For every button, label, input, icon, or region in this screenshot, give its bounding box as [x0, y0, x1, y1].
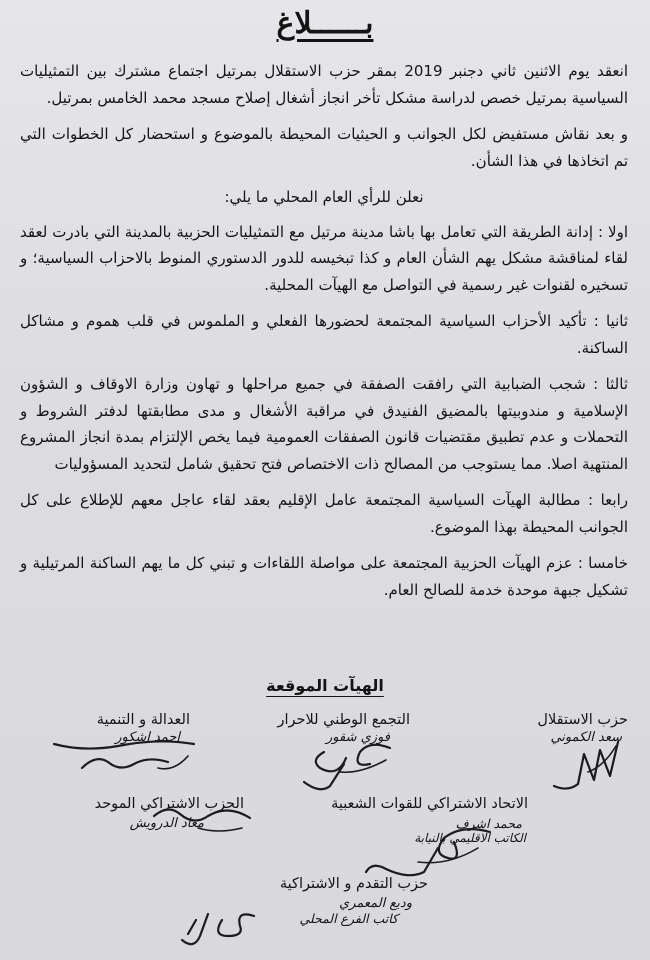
signature-scribble-icon	[48, 732, 198, 778]
signatories-heading: الهيآت الموقعة	[266, 676, 384, 695]
point-2: ثانيا : تأكيد الأحزاب السياسية المجتمعة لحضورها الفعلي و الملموس في قلب هموم و مشاكل الساكنة.	[20, 312, 628, 357]
signatory-usfp	[331, 796, 528, 845]
announcement-line: نعلن للرأي العام المحلي ما يلي:	[224, 188, 424, 206]
party-name: حزب الاستقلال	[537, 712, 628, 728]
party-name: الاتحاد الاشتراكي للقوات الشعبية	[331, 796, 528, 812]
party-name: الحزب الاشتراكي الموحد	[94, 796, 244, 812]
signature-name: احمد اشكور	[115, 730, 180, 745]
signatory-psu	[95, 796, 244, 831]
signature-name: سعد الكموني	[550, 730, 622, 745]
document-body	[20, 58, 628, 613]
intro-paragraph-2: و بعد نقاش مستفيض لكل الجوانب و الحيثيات المحيطة بالموضوع و استحضار كل الخطوات التي تم اتخاذها في هذا الشأن.	[20, 125, 628, 170]
signature-name: فوزي شقور	[326, 730, 390, 745]
signature-scribble-icon	[358, 818, 498, 878]
signature-scribble-icon	[548, 736, 628, 796]
signatory-pjd	[97, 712, 190, 745]
point-5: خامسا : عزم الهيآت الحزبية المجتمعة على مواصلة اللقاءات و تبني كل ما يهم الساكنة المرتيلية و تشكيل جبهة موحدة خدمة للصالح العام.	[20, 554, 628, 599]
signatory-pps	[280, 876, 428, 926]
point-4: رابعا : مطالبة الهيآت السياسية المجتمعة عامل الإقليم بعقد لقاء عاجل معهم للإطلاع على كل الجوانب المحيطة بهذا الموضوع.	[20, 491, 628, 536]
signatory-istiqlal	[537, 712, 628, 745]
signature-scribble-icon	[138, 798, 258, 838]
document-title: بــــــلاغ	[276, 6, 374, 41]
signature-title: كاتب الفرع المحلي	[299, 911, 398, 926]
point-1: اولا : إدانة الطريقة التي تعامل بها باشا مدينة مرتيل مع التمثيليات الحزبية بالمدينة التي بادرت لعقد لقاء لمناقشة مشكل يهم الشأن العام و كذا تبخيسه للدور الدستوري المنوط بالاحزاب السياسية؛ و تسخيره لقنوات غير رسمية في التواصل مع الهيآت المحلية.	[20, 222, 628, 294]
signature-scribble-icon	[290, 738, 400, 788]
party-name: حزب التقدم و الاشتراكية	[279, 876, 428, 892]
point-3: ثالثا : شجب الضبابية التي رافقت الصفقة في جميع مراحلها و تهاون وزارة الاوقاف و الشؤون الإسلامية و مندوبيتها بالمضيق الفنيدق في مراقبة الأشغال و مدى مطابقتها لدفتر الشروط و التحملات و عدم تطبيق مقتضيات قانون الصفقات العمومية فيما يخص الإلتزام بمدة انجاز المشروع المنتهية اصلا. مما يستوجب من المصالح ذات الاختصاص فتح تحقيق شامل لتحديد المسؤوليات	[20, 375, 628, 473]
signature-title: الكاتب الاقليمي بالنيابة	[414, 831, 526, 845]
signatory-rni	[277, 712, 410, 745]
signature-scribble-icon	[178, 906, 258, 956]
intro-paragraph-1: انعقد يوم الاثنين ثاني دجنبر 2019 بمقر حزب الاستقلال بمرتيل اجتماع مشترك بين التمثيليات السياسية بمرتيل خصص لدراسة مشكل تأخر انجاز أشغال إصلاح مسجد محمد الخامس بمرتيل.	[20, 62, 629, 107]
signature-name: معاد الدرويش	[129, 816, 204, 831]
party-name: العدالة و التنمية	[96, 712, 190, 728]
signature-name: وديع المعمري	[339, 896, 412, 911]
signature-name: محمد اشرف	[455, 816, 522, 831]
party-name: التجمع الوطني للاحرار	[277, 712, 410, 728]
